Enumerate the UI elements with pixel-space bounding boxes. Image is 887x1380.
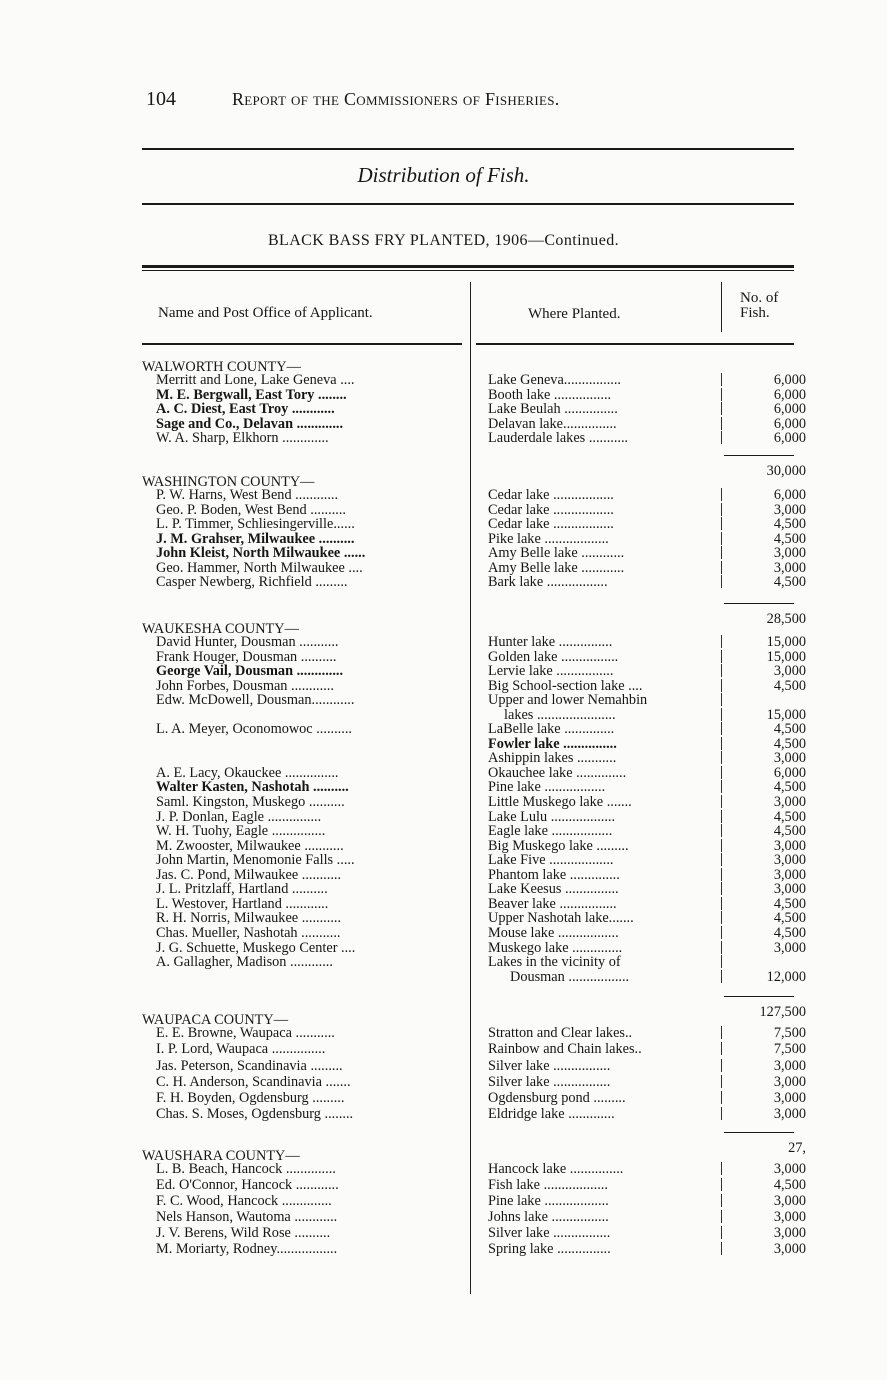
where-planted-cell: Amy Belle lake ............ (488, 561, 625, 576)
column-header-fish-line2: Fish. (740, 305, 770, 321)
column-divider-segment (721, 1178, 722, 1191)
where-planted-cell: Big Muskego lake ......... (488, 839, 629, 854)
subtotal-rule (724, 455, 794, 456)
applicant-cell: J. V. Berens, Wild Rose .......... (156, 1226, 331, 1241)
fish-count-cell: 6,000 (773, 487, 806, 503)
column-divider-segment (721, 882, 722, 895)
fish-count-cell: 3,000 (773, 1058, 806, 1074)
column-divider-segment (721, 970, 722, 983)
applicant-cell: J. L. Pritzlaff, Hartland .......... (156, 882, 328, 897)
where-planted-cell: Bark lake ................. (488, 575, 608, 590)
applicant-cell: Sage and Co., Delavan ............. (156, 417, 344, 432)
where-planted-cell: Dousman ................. (510, 970, 630, 985)
column-divider-segment (721, 1107, 722, 1120)
column-divider-segment (721, 839, 722, 852)
where-planted-cell: Rainbow and Chain lakes.. (488, 1042, 642, 1057)
running-title: Report of the Commissioners of Fisheries. (232, 89, 560, 109)
subtotal-rule (724, 996, 794, 997)
county-total: 127,500 (759, 1004, 806, 1020)
fish-count-cell: 6,000 (773, 372, 806, 388)
column-divider-segment (721, 693, 722, 706)
fish-count-cell: 15,000 (766, 634, 806, 650)
fish-count-cell: 7,500 (773, 1041, 806, 1057)
fish-count-cell: 15,000 (766, 707, 806, 723)
where-planted-cell: Cedar lake ................. (488, 503, 614, 518)
column-divider-segment (721, 561, 722, 574)
applicant-cell: Chas. Mueller, Nashotah ........... (156, 926, 341, 941)
column-divider-segment (721, 517, 722, 530)
fish-count-cell: 3,000 (773, 881, 806, 897)
fish-count-cell: 3,000 (773, 1161, 806, 1177)
column-divider-segment (721, 941, 722, 954)
where-planted-cell: Lake Lulu .................. (488, 810, 616, 825)
column-divider-segment (721, 897, 722, 910)
column-divider-segment (721, 1194, 722, 1207)
fish-count-cell: 4,500 (773, 925, 806, 941)
applicant-cell: F. H. Boyden, Ogdensburg ......... (156, 1091, 345, 1106)
applicant-cell: Walter Kasten, Nashotah .......... (156, 780, 349, 795)
applicant-cell: A. C. Diest, East Troy ............ (156, 402, 335, 417)
column-divider-segment (721, 1059, 722, 1072)
applicant-cell: W. H. Tuohy, Eagle ............... (156, 824, 326, 839)
table-top-rule-2 (142, 270, 794, 271)
where-planted-cell: Phantom lake .............. (488, 868, 620, 883)
column-divider-segment (721, 373, 722, 386)
where-planted-cell: Little Muskego lake ....... (488, 795, 632, 810)
applicant-cell: W. A. Sharp, Elkhorn ............. (156, 431, 329, 446)
applicant-cell: L. Westover, Hartland ............ (156, 897, 329, 912)
county-heading: WAUKESHA COUNTY— (142, 622, 299, 637)
fish-count-cell: 3,000 (773, 663, 806, 679)
where-planted-cell: Beaver lake ................ (488, 897, 617, 912)
fish-count-cell: 15,000 (766, 649, 806, 665)
fish-count-cell: 4,500 (773, 721, 806, 737)
where-planted-cell: Mouse lake ................. (488, 926, 619, 941)
applicant-cell: Edw. McDowell, Dousman............ (156, 693, 355, 708)
fish-count-cell: 3,000 (773, 560, 806, 576)
applicant-cell: Ed. O'Connor, Hancock ............ (156, 1178, 339, 1193)
applicant-cell: R. H. Norris, Milwaukee ........... (156, 911, 342, 926)
where-planted-cell: Silver lake ................ (488, 1226, 611, 1241)
fish-count-cell: 3,000 (773, 1074, 806, 1090)
subtotal-rule (724, 1132, 794, 1133)
applicant-cell: M. E. Bergwall, East Tory ........ (156, 388, 347, 403)
where-planted-cell: Hunter lake ............... (488, 635, 613, 650)
column-divider-segment (721, 388, 722, 401)
applicant-cell: Merritt and Lone, Lake Geneva .... (156, 373, 355, 388)
fish-count-cell: 6,000 (773, 387, 806, 403)
section-rule (142, 203, 794, 205)
where-planted-cell: Cedar lake ................. (488, 517, 614, 532)
fish-count-cell: 4,500 (773, 516, 806, 532)
applicant-cell: John Kleist, North Milwaukee ...... (156, 546, 366, 561)
column-divider-segment (721, 679, 722, 692)
fish-count-cell: 3,000 (773, 1209, 806, 1225)
fish-count-cell: 6,000 (773, 401, 806, 417)
where-planted-cell: Fish lake .................. (488, 1178, 608, 1193)
column-divider-segment (721, 1042, 722, 1055)
applicant-cell: George Vail, Dousman ............. (156, 664, 344, 679)
where-planted-cell: Muskego lake .............. (488, 941, 623, 956)
where-planted-cell: Golden lake ................ (488, 650, 619, 665)
fish-count-cell: 6,000 (773, 430, 806, 446)
column-divider-segment (721, 926, 722, 939)
section-title: Distribution of Fish. (357, 163, 530, 187)
applicant-cell: M. Zwooster, Milwaukee ........... (156, 839, 344, 854)
fish-count-cell: 4,500 (773, 779, 806, 795)
fish-count-cell: 3,000 (773, 1090, 806, 1106)
fish-count-cell: 3,000 (773, 794, 806, 810)
header-rule-right (476, 343, 794, 345)
where-planted-cell: lakes ...................... (504, 708, 616, 723)
applicant-cell: Geo. Hammer, North Milwaukee .... (156, 561, 363, 576)
where-planted-cell: Fowler lake ............... (488, 737, 617, 752)
page-number: 104 (146, 88, 176, 110)
column-divider-segment (721, 503, 722, 516)
column-divider-segment (721, 635, 722, 648)
where-planted-cell: Upper Nashotah lake....... (488, 911, 634, 926)
fish-count-cell: 3,000 (773, 1106, 806, 1122)
column-divider-segment (721, 708, 722, 721)
applicant-cell: David Hunter, Dousman ........... (156, 635, 339, 650)
applicant-cell: I. P. Lord, Waupaca ............... (156, 1042, 326, 1057)
applicant-cell: A. Gallagher, Madison ............ (156, 955, 333, 970)
column-divider-segment (721, 911, 722, 924)
where-planted-cell: Upper and lower Nemahbin (488, 693, 648, 708)
column-divider-segment (721, 766, 722, 779)
applicant-cell: Jas. Peterson, Scandinavia ......... (156, 1059, 343, 1074)
fish-count-cell: 3,000 (773, 838, 806, 854)
where-planted-cell: Lake Geneva................ (488, 373, 621, 388)
column-divider-segment (721, 722, 722, 735)
column-divider-segment (721, 431, 722, 444)
where-planted-cell: Big School-section lake .... (488, 679, 643, 694)
fish-count-cell: 4,500 (773, 678, 806, 694)
column-divider-segment (721, 664, 722, 677)
fish-count-cell: 4,500 (773, 910, 806, 926)
fish-count-cell: 3,000 (773, 940, 806, 956)
column-divider-segment (721, 488, 722, 501)
where-planted-cell: Stratton and Clear lakes.. (488, 1026, 633, 1041)
fish-count-cell: 12,000 (766, 969, 806, 985)
where-planted-cell: Lakes in the vicinity of (488, 955, 621, 970)
fish-count-cell: 3,000 (773, 1241, 806, 1257)
column-divider-segment (721, 402, 722, 415)
table-title: BLACK BASS FRY PLANTED, 1906—Continued. (267, 232, 620, 249)
column-divider-segment (721, 532, 722, 545)
column-divider-right (721, 282, 722, 332)
county-heading: WAUPACA COUNTY— (142, 1013, 289, 1028)
fish-count-cell: 3,000 (773, 750, 806, 766)
fish-count-cell: 4,500 (773, 531, 806, 547)
fish-count-cell: 4,500 (773, 823, 806, 839)
column-divider-segment (721, 810, 722, 823)
fish-count-cell: 7,500 (773, 1025, 806, 1041)
where-planted-cell: Ogdensburg pond ......... (488, 1091, 626, 1106)
fish-count-cell: 4,500 (773, 1177, 806, 1193)
column-divider-segment (721, 955, 722, 968)
column-divider-segment (721, 737, 722, 750)
column-divider-segment (721, 1162, 722, 1175)
where-planted-cell: Ashippin lakes ........... (488, 751, 617, 766)
subtotal-rule (724, 603, 794, 604)
applicant-cell: A. E. Lacy, Okauckee ............... (156, 766, 339, 781)
column-divider-segment (721, 1242, 722, 1255)
applicant-cell: Saml. Kingston, Muskego .......... (156, 795, 345, 810)
applicant-cell: John Martin, Menomonie Falls ..... (156, 853, 355, 868)
column-header-where-planted: Where Planted. (528, 306, 621, 322)
column-divider-left (470, 282, 471, 1294)
applicant-cell: J. G. Schuette, Muskego Center .... (156, 941, 356, 956)
column-divider-segment (721, 1091, 722, 1104)
header-rule-left (142, 343, 462, 345)
column-divider-segment (721, 795, 722, 808)
fish-count-cell: 3,000 (773, 502, 806, 518)
column-divider-segment (721, 853, 722, 866)
where-planted-cell: Lake Keesus ............... (488, 882, 619, 897)
column-divider-segment (721, 1075, 722, 1088)
fish-count-cell: 4,500 (773, 896, 806, 912)
county-heading: WALWORTH COUNTY— (142, 360, 301, 375)
column-header-fish-line1: No. of (740, 290, 779, 306)
county-heading: WAUSHARA COUNTY— (142, 1149, 300, 1164)
where-planted-cell: Lervie lake ................ (488, 664, 614, 679)
fish-count-cell: 4,500 (773, 736, 806, 752)
column-header-applicant: Name and Post Office of Applicant. (158, 305, 373, 321)
applicant-cell: J. M. Grahser, Milwaukee .......... (156, 532, 355, 547)
top-rule (142, 148, 794, 150)
applicant-cell: F. C. Wood, Hancock .............. (156, 1194, 332, 1209)
fish-count-cell: 3,000 (773, 545, 806, 561)
applicant-cell: P. W. Harns, West Bend ............ (156, 488, 339, 503)
applicant-cell: Jas. C. Pond, Milwaukee ........... (156, 868, 342, 883)
column-divider-segment (721, 575, 722, 588)
where-planted-cell: Spring lake ............... (488, 1242, 611, 1257)
column-divider-segment (721, 650, 722, 663)
column-divider-segment (721, 1210, 722, 1223)
county-heading: WASHINGTON COUNTY— (142, 475, 315, 490)
where-planted-cell: Silver lake ................ (488, 1059, 611, 1074)
where-planted-cell: Eagle lake ................. (488, 824, 613, 839)
column-divider-segment (721, 868, 722, 881)
column-divider-segment (721, 546, 722, 559)
fish-count-cell: 4,500 (773, 809, 806, 825)
where-planted-cell: Lake Five .................. (488, 853, 614, 868)
where-planted-cell: Booth lake ................ (488, 388, 612, 403)
where-planted-cell: Delavan lake............... (488, 417, 617, 432)
column-divider-segment (721, 780, 722, 793)
fish-count-cell: 3,000 (773, 867, 806, 883)
applicant-cell: L. B. Beach, Hancock .............. (156, 1162, 336, 1177)
applicant-cell: E. E. Browne, Waupaca ........... (156, 1026, 335, 1041)
where-planted-cell: Cedar lake ................. (488, 488, 614, 503)
fish-count-cell: 6,000 (773, 765, 806, 781)
where-planted-cell: Lake Beulah ............... (488, 402, 618, 417)
where-planted-cell: Hancock lake ............... (488, 1162, 624, 1177)
applicant-cell: M. Moriarty, Rodney................. (156, 1242, 338, 1257)
applicant-cell: L. A. Meyer, Oconomowoc .......... (156, 722, 352, 737)
where-planted-cell: Pine lake ................. (488, 780, 606, 795)
where-planted-cell: LaBelle lake .............. (488, 722, 615, 737)
county-total: 28,500 (766, 611, 806, 627)
fish-count-cell: 4,500 (773, 574, 806, 590)
county-total: 30,000 (766, 463, 806, 479)
applicant-cell: C. H. Anderson, Scandinavia ....... (156, 1075, 351, 1090)
table-top-rule-1 (142, 265, 794, 268)
where-planted-cell: Pike lake .................. (488, 532, 609, 547)
fish-count-cell: 3,000 (773, 852, 806, 868)
applicant-cell: Geo. P. Boden, West Bend .......... (156, 503, 346, 518)
fish-count-cell: 3,000 (773, 1225, 806, 1241)
where-planted-cell: Johns lake ................ (488, 1210, 609, 1225)
where-planted-cell: Amy Belle lake ............ (488, 546, 625, 561)
applicant-cell: Frank Houger, Dousman .......... (156, 650, 337, 665)
where-planted-cell: Lauderdale lakes ........... (488, 431, 629, 446)
fish-count-cell: 6,000 (773, 416, 806, 432)
applicant-cell: Casper Newberg, Richfield ......... (156, 575, 348, 590)
fish-count-cell: 3,000 (773, 1193, 806, 1209)
column-divider-segment (721, 1226, 722, 1239)
where-planted-cell: Silver lake ................ (488, 1075, 611, 1090)
applicant-cell: John Forbes, Dousman ............ (156, 679, 334, 694)
where-planted-cell: Pine lake .................. (488, 1194, 609, 1209)
column-divider-segment (721, 417, 722, 430)
where-planted-cell: Eldridge lake ............. (488, 1107, 615, 1122)
applicant-cell: Chas. S. Moses, Ogdensburg ........ (156, 1107, 354, 1122)
applicant-cell: Nels Hanson, Wautoma ............ (156, 1210, 338, 1225)
column-divider-segment (721, 824, 722, 837)
where-planted-cell: Okauchee lake .............. (488, 766, 627, 781)
column-divider-segment (721, 1026, 722, 1039)
county-total: 27, (788, 1140, 806, 1156)
applicant-cell: J. P. Donlan, Eagle ............... (156, 810, 322, 825)
column-divider-segment (721, 751, 722, 764)
applicant-cell: L. P. Timmer, Schliesingerville...... (156, 517, 355, 532)
